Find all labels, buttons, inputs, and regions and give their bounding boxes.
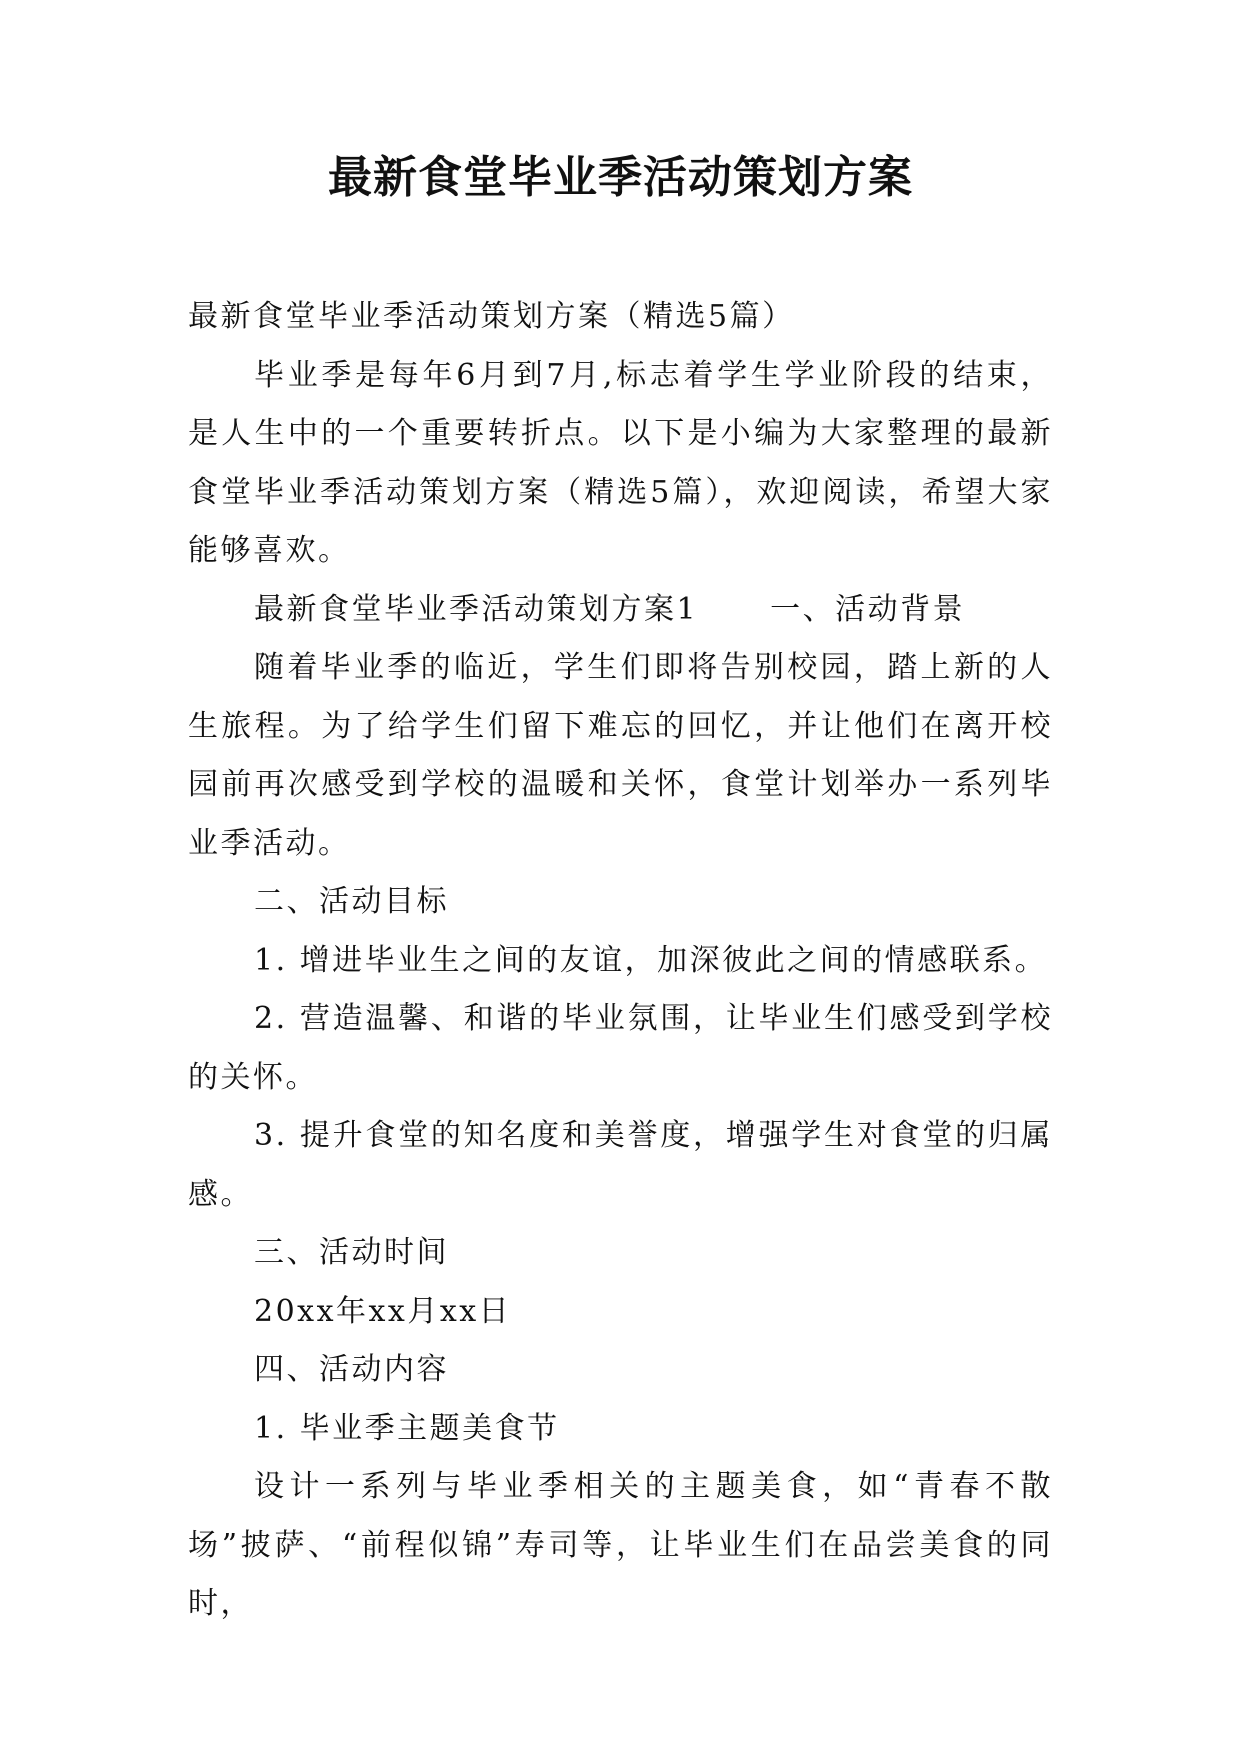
plan-heading: 最新食堂毕业季活动策划方案1 [254, 591, 699, 627]
activity-date: 20xx年xx月xx日 [254, 1293, 512, 1329]
section-heading-content: 四、活动内容 [254, 1352, 449, 1387]
section-heading-goals: 二、活动目标 [254, 884, 449, 919]
section-heading-time: 三、活动时间 [254, 1235, 449, 1270]
section-heading-background: 一、活动背景 [770, 591, 966, 627]
goal-item-2: 2. 营造温馨、和谐的毕业氛围，让毕业生们感受到学校的关怀。 [188, 1001, 1053, 1095]
goal-item-3: 3. 提升食堂的知名度和美誉度，增强学生对食堂的归属感。 [188, 1118, 1053, 1212]
document-body [188, 288, 1053, 1634]
content-item-1-heading: 1. 毕业季主题美食节 [254, 1410, 560, 1446]
plan-heading-line [188, 581, 1053, 640]
goal-item-1: 1. 增进毕业生之间的友谊，加深彼此之间的情感联系。 [254, 942, 1048, 978]
content-item-1-paragraph: 设计一系列与毕业季相关的主题美食，如“青春不散场”披萨、“前程似锦”寿司等，让毕业生们在品尝美食的同时， [188, 1469, 1053, 1621]
background-paragraph: 随着毕业季的临近，学生们即将告别校园，踏上新的人生旅程。为了给学生们留下难忘的回忆，并让他们在离开校园前再次感受到学校的温暖和关怀，食堂计划举办一系列毕业季活动。 [188, 650, 1053, 861]
document-subtitle: 最新食堂毕业季活动策划方案（精选5篇） [188, 299, 795, 334]
intro-paragraph: 毕业季是每年6月到7月,标志着学生学业阶段的结束，是人生中的一个重要转折点。以下是小编为大家整理的最新食堂毕业季活动策划方案（精选5篇），欢迎阅读，希望大家能够喜欢。 [188, 357, 1053, 568]
document-title: 最新食堂毕业季活动策划方案 [328, 152, 913, 203]
